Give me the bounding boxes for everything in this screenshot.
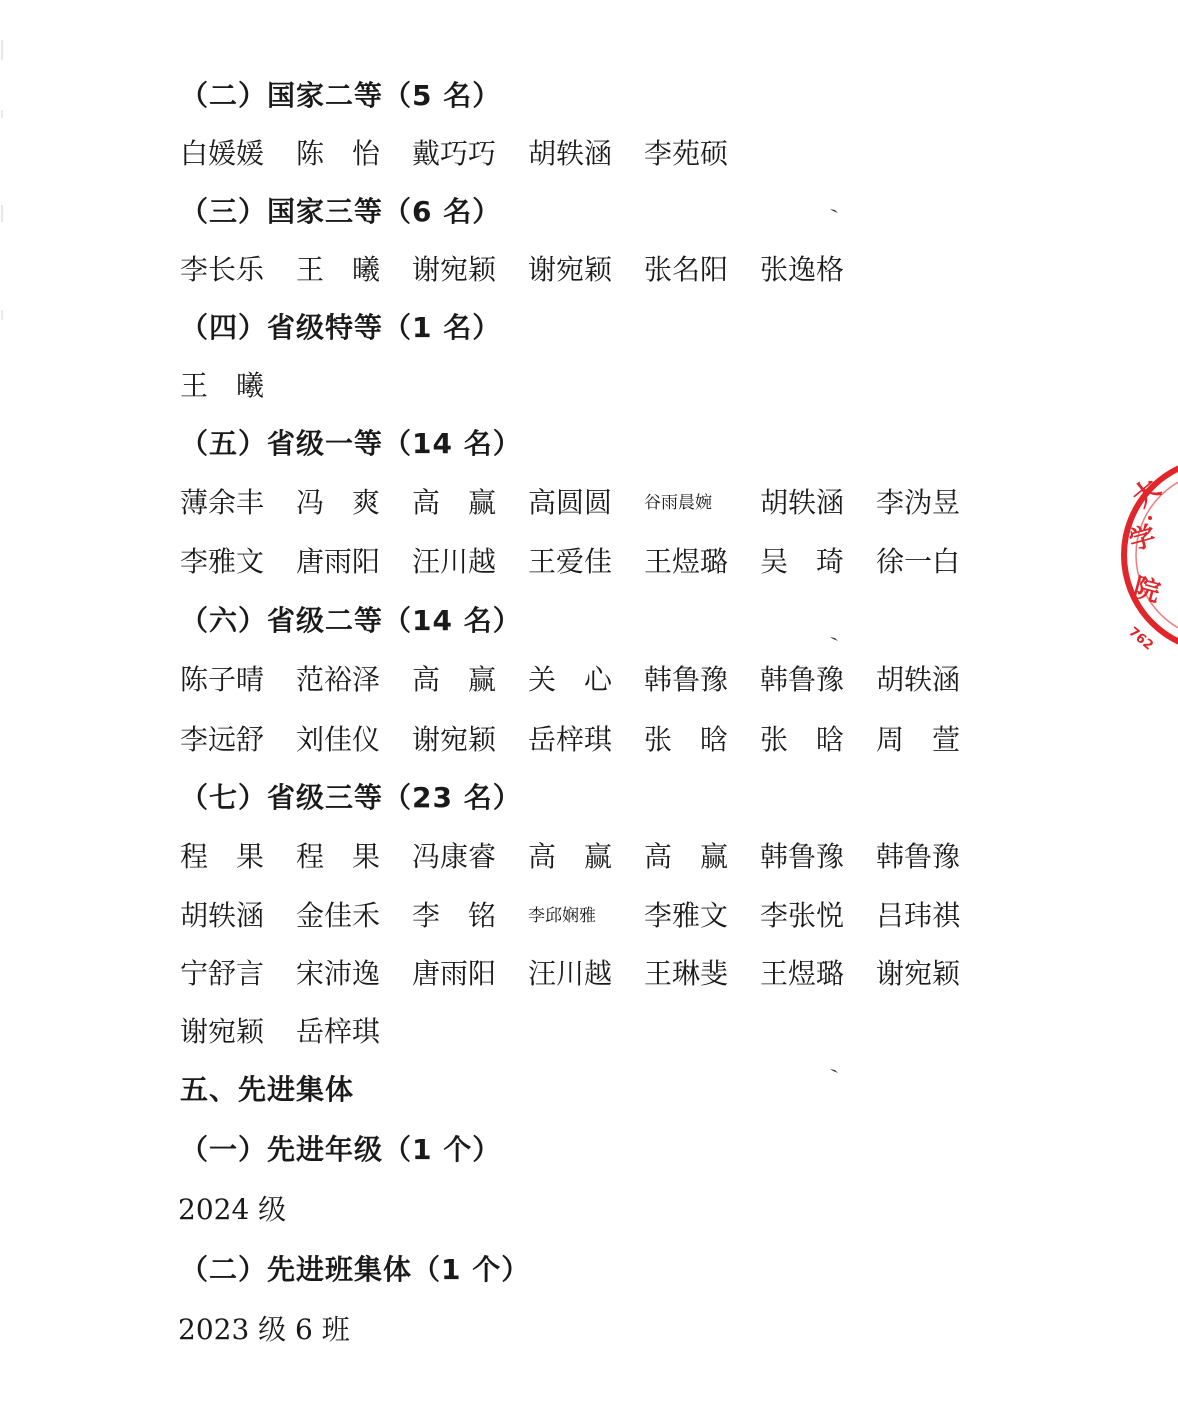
awardee-name: 高 赢 — [412, 663, 497, 696]
collective-title: 五、先进集体 — [180, 1073, 355, 1106]
awardee-name: 吴 琦 — [760, 545, 845, 578]
awardee-name: 汪川越 — [412, 545, 497, 578]
awardee-name: 高 赢 — [412, 486, 497, 519]
awardee-name: 谢宛颖 — [412, 253, 497, 286]
awardee-name: 冯康睿 — [412, 840, 497, 873]
name-row — [180, 364, 980, 408]
scan-speck — [830, 1068, 838, 1073]
section-heading-provincial-third: （七）省级三等（23 名） — [180, 781, 522, 814]
awardee-name: 王 曦 — [296, 253, 381, 286]
awardee-name: 李 铭 — [412, 899, 497, 932]
name-row — [180, 481, 980, 525]
awardee-name: 李雅文 — [180, 545, 265, 578]
awardee-name: 谢宛颖 — [876, 957, 961, 990]
awardee-name: 岳梓琪 — [528, 723, 613, 756]
advanced-grade-value: 2024 级 — [178, 1193, 287, 1226]
awardee-name: 韩鲁豫 — [760, 840, 845, 873]
awardee-name: 韩鲁豫 — [876, 840, 961, 873]
awardee-name: 张 晗 — [644, 723, 729, 756]
awardee-name: 刘佳仪 — [296, 723, 381, 756]
awardee-name: 谢宛颖 — [412, 723, 497, 756]
seal-char-1: 大 — [1127, 473, 1167, 514]
awardee-name: 李苑硕 — [644, 137, 729, 170]
seal-char-3: 院 — [1130, 572, 1164, 609]
scan-speck — [830, 208, 838, 213]
awardee-name: 高 赢 — [644, 840, 729, 873]
section-heading-provincial-special: （四）省级特等（1 名） — [180, 311, 502, 344]
awardee-name: 程 果 — [180, 840, 265, 873]
scan-speck — [830, 636, 838, 641]
awardee-name: 王 曦 — [180, 369, 265, 402]
awardee-name: 王琳斐 — [644, 957, 729, 990]
scan-edge-marks — [0, 0, 6, 340]
seal-digits: 762 — [1125, 624, 1156, 654]
awardee-name: 李长乐 — [180, 253, 265, 286]
awardee-name: 冯 爽 — [296, 486, 381, 519]
awardee-name: 宋沛逸 — [296, 957, 381, 990]
awardee-name: 谢宛颖 — [180, 1015, 265, 1048]
awardee-name: 胡轶涵 — [528, 137, 613, 170]
awardee-name: 李雅文 — [644, 899, 729, 932]
name-row — [180, 132, 980, 176]
awardee-name: 李张悦 — [760, 899, 845, 932]
awardee-name: 李远舒 — [180, 723, 265, 756]
awardee-name: 王煜璐 — [760, 957, 845, 990]
name-row — [180, 540, 980, 584]
awardee-name: 金佳禾 — [296, 899, 381, 932]
awardee-name: 陈 怡 — [296, 137, 381, 170]
awardee-name: 范裕泽 — [296, 663, 381, 696]
awardee-name: 吕玮祺 — [876, 899, 961, 932]
awardee-name: 关 心 — [528, 663, 613, 696]
advanced-class-value: 2023 级 6 班 — [178, 1313, 350, 1346]
seal-char-2: 学 — [1126, 521, 1159, 557]
name-row — [180, 718, 980, 762]
awardee-name: 李沩昱 — [876, 486, 961, 519]
awardee-name: 唐雨阳 — [296, 545, 381, 578]
section-heading-advanced-class: （二）先进班集体（1 个） — [180, 1253, 531, 1286]
name-row — [180, 248, 980, 292]
awardee-name: 谷雨晨婉 — [644, 493, 712, 513]
awardee-name: 谢宛颖 — [528, 253, 613, 286]
awardee-name: 韩鲁豫 — [760, 663, 845, 696]
awardee-name: 徐一白 — [876, 545, 961, 578]
awardee-name: 张逸格 — [760, 253, 845, 286]
awardee-name: 张 晗 — [760, 723, 845, 756]
awardee-name: 韩鲁豫 — [644, 663, 729, 696]
name-row — [180, 894, 980, 938]
awardee-name: 陈子晴 — [180, 663, 265, 696]
official-seal — [1120, 450, 1178, 660]
name-row — [180, 658, 980, 702]
awardee-name: 宁舒言 — [180, 957, 265, 990]
section-heading-national-second: （二）国家二等（5 名） — [180, 79, 502, 112]
awardee-name: 高 赢 — [528, 840, 613, 873]
awardee-name: 白媛媛 — [180, 137, 265, 170]
awardee-name: 汪川越 — [528, 957, 613, 990]
section-heading-national-third: （三）国家三等（6 名） — [180, 195, 502, 228]
name-row — [180, 835, 980, 879]
awardee-name: 薄余丰 — [180, 486, 265, 519]
awardee-name: 胡轶涵 — [760, 486, 845, 519]
section-heading-advanced-grade: （一）先进年级（1 个） — [180, 1133, 502, 1166]
name-row — [180, 1010, 980, 1054]
awardee-name: 张名阳 — [644, 253, 729, 286]
awardee-name: 戴巧巧 — [412, 137, 497, 170]
awardee-name: 唐雨阳 — [412, 957, 497, 990]
awardee-name: 王煜璐 — [644, 545, 729, 578]
awardee-name: 周 萱 — [876, 723, 961, 756]
section-heading-provincial-second: （六）省级二等（14 名） — [180, 604, 522, 637]
section-heading-provincial-first: （五）省级一等（14 名） — [180, 427, 522, 460]
awardee-name: 胡轶涵 — [180, 899, 265, 932]
awardee-name: 胡轶涵 — [876, 663, 961, 696]
awardee-name: 岳梓琪 — [296, 1015, 381, 1048]
awardee-name: 李邱娴雅 — [528, 906, 596, 926]
name-row — [180, 952, 980, 996]
awardee-name: 王爱佳 — [528, 545, 613, 578]
awardee-name: 高圆圆 — [528, 486, 613, 519]
awardee-name: 程 果 — [296, 840, 381, 873]
